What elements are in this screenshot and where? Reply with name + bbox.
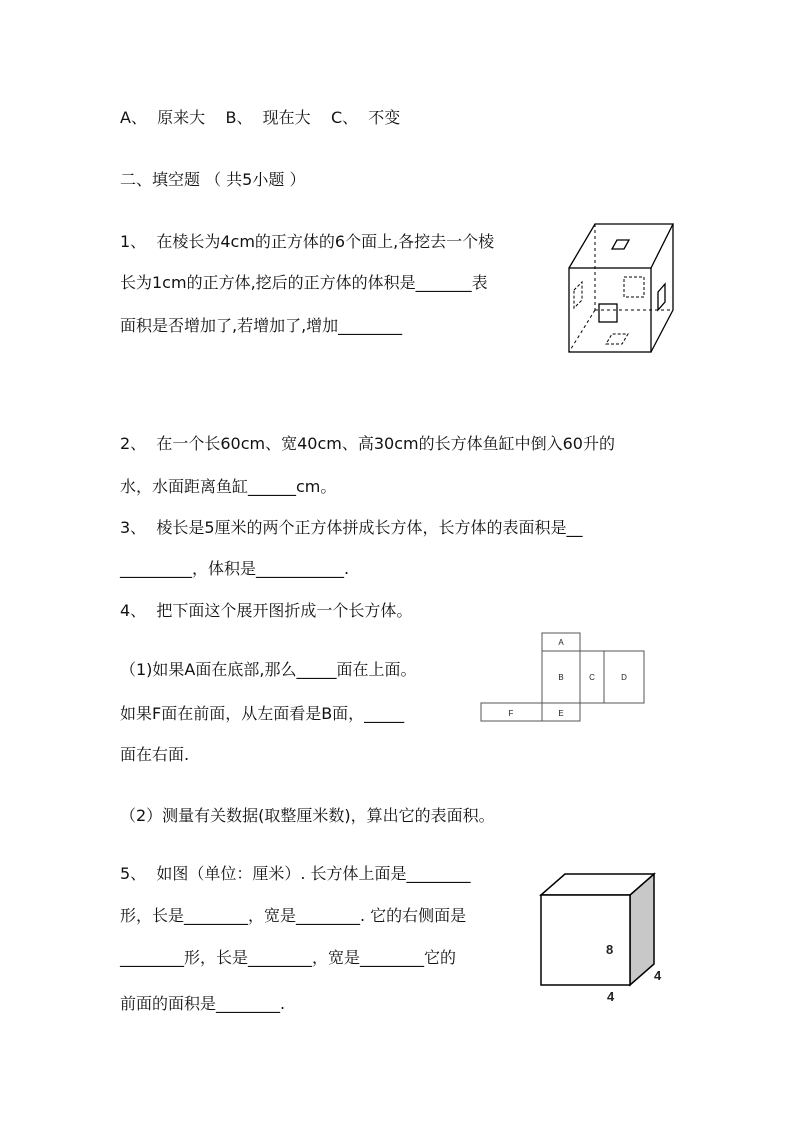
q3-line-1: 3、 棱长是5厘米的两个正方体拼成长方体，长方体的表面积是__ (120, 518, 583, 537)
cuboid-figure (538, 872, 668, 1008)
net-label-b: B (558, 673, 564, 682)
q1-line-3: 面积是否增加了,若增加了,增加________ (120, 316, 403, 335)
answer-options: A、 原来大 B、 现在大 C、 不变 (120, 108, 401, 127)
q1-line-2: 长为1cm的正方体,挖后的正方体的体积是_______表 (120, 273, 488, 292)
net-label-e: E (558, 709, 564, 718)
q5-line-2: 形，长是________，宽是________. 它的右侧面是 (120, 906, 467, 925)
section-title: 二、填空题 （ 共5小题 ） (120, 170, 306, 189)
q4-line-3: 如果F面在前面，从左面看是B面，_____ (120, 704, 405, 723)
q5-line-4: 前面的面积是________. (120, 994, 286, 1013)
dim-depth-label: 4 (654, 968, 662, 983)
q1-line-1: 1、 在棱长为4cm的正方体的6个面上,各挖去一个棱 (120, 232, 495, 251)
box-net-figure (480, 632, 646, 722)
q2-line-1: 2、 在一个长60cm、宽40cm、高30cm的长方体鱼缸中倒入60升的 (120, 434, 615, 453)
q5-line-3: ________形，长是________，宽是________它的 (120, 948, 457, 967)
net-label-a: A (558, 638, 564, 647)
net-label-f: F (508, 709, 514, 718)
q4-line-2: （1)如果A面在底部,那么_____面在上面。 (120, 660, 417, 679)
q5-line-1: 5、 如图（单位：厘米）. 长方体上面是________ (120, 864, 471, 883)
dim-width-label: 4 (607, 989, 615, 1004)
net-label-d: D (621, 673, 627, 682)
q4-line-4: 面在右面. (120, 745, 190, 764)
net-label-c: C (589, 673, 595, 682)
cube-with-holes-figure (566, 220, 676, 356)
q2-line-2: 水，水面距离鱼缸______cm。 (120, 477, 337, 496)
q4-line-1: 4、 把下面这个展开图折成一个长方体。 (120, 601, 413, 620)
dim-height-label: 8 (606, 942, 614, 957)
q3-line-2: _________，体积是___________. (120, 559, 350, 578)
q4-line-5: （2）测量有关数据(取整厘米数)，算出它的表面积。 (120, 806, 495, 825)
